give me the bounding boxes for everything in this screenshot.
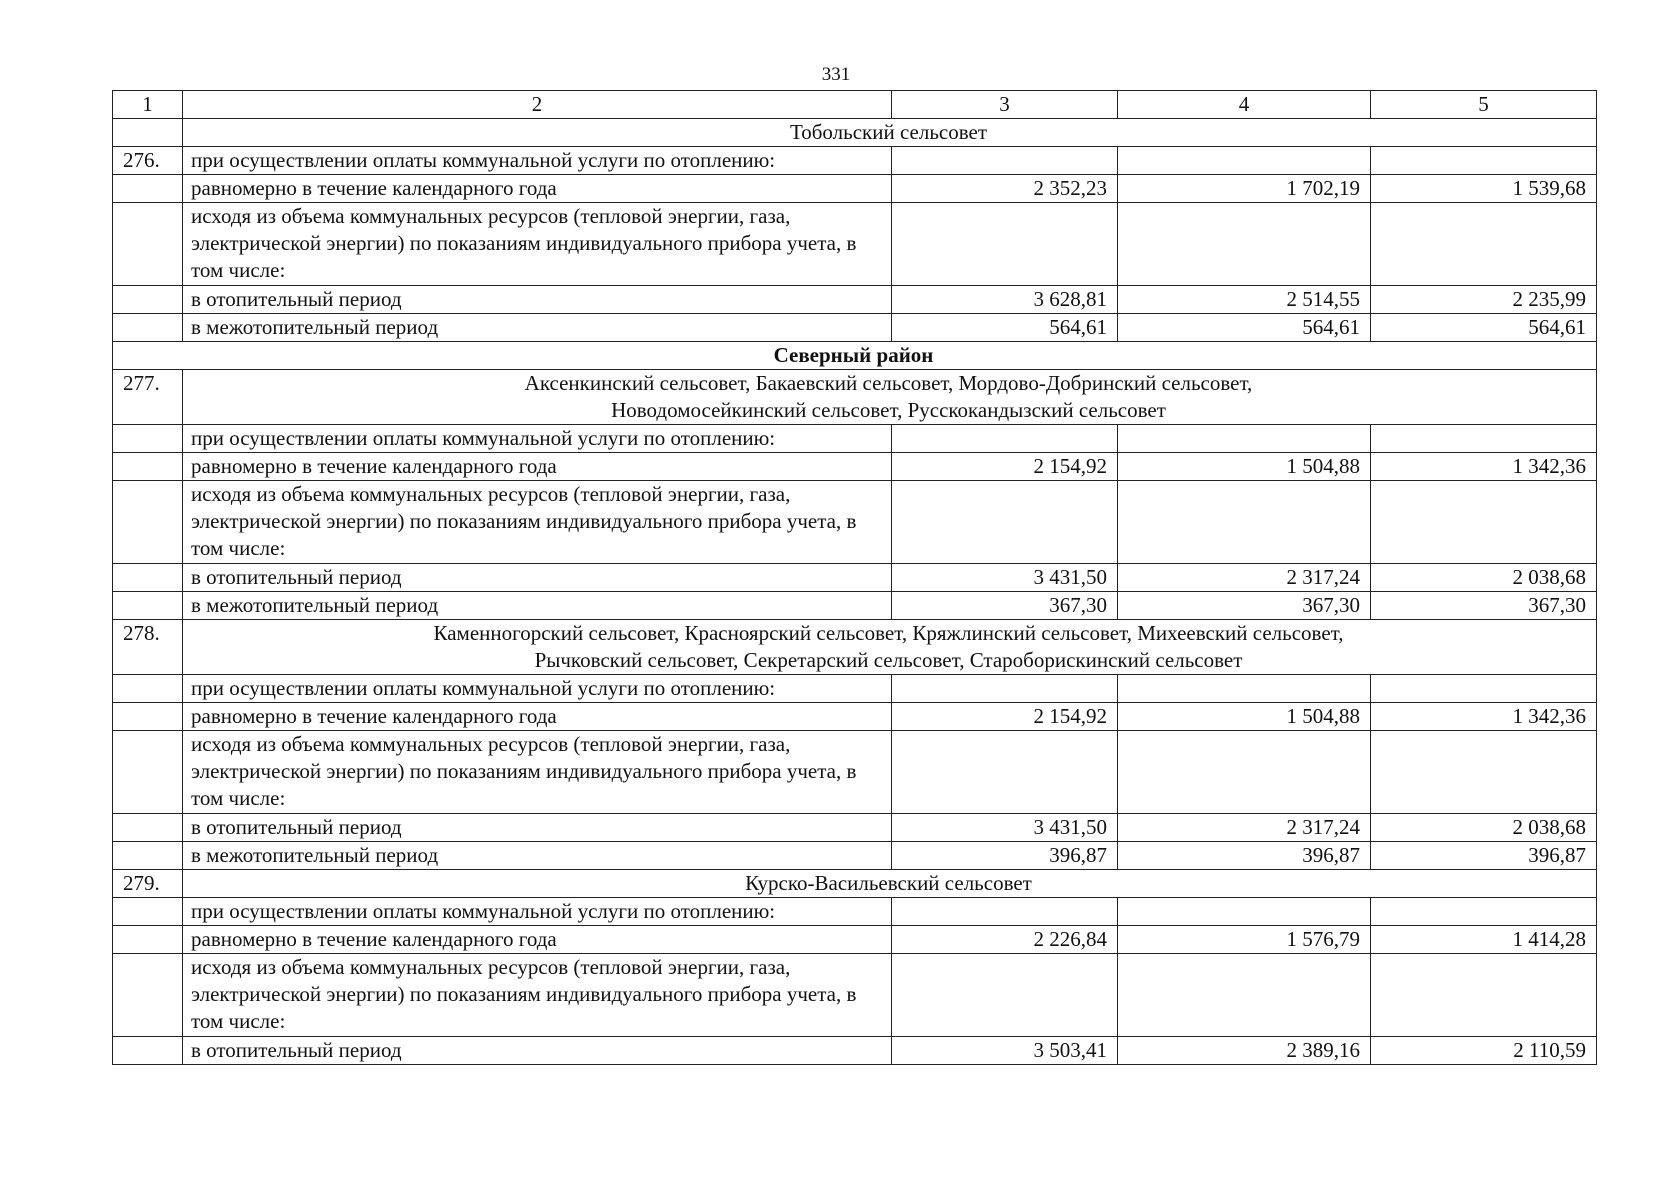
row-label: в межотопительный период [183,592,892,620]
table-row [113,954,1597,1037]
group-title-line: Рычковский сельсовет, Секретарский сельсовет, Староборискинский сельсовет [534,648,1243,672]
empty-cell [1118,481,1371,564]
table-row [113,453,1597,481]
group-title [183,370,1597,425]
value-cell: 2 389,16 [1118,1037,1371,1065]
empty-cell [113,119,183,147]
table-row [113,898,1597,926]
column-header: 1 [113,91,183,119]
value-cell: 2 352,23 [892,175,1118,203]
empty-cell [1371,731,1597,814]
group-row [113,870,1597,898]
row-label: при осуществлении оплаты коммунальной услуги по отоплению: [183,898,892,926]
row-label: в отопительный период [183,814,892,842]
empty-cell [113,592,183,620]
row-label: равномерно в течение календарного года [183,453,892,481]
empty-cell [892,675,1118,703]
empty-cell [113,954,183,1037]
empty-cell [1371,898,1597,926]
district-title: Северный район [113,342,1597,370]
empty-cell [892,731,1118,814]
row-index: 277. [113,370,183,425]
empty-cell [1118,898,1371,926]
column-header: 4 [1118,91,1371,119]
empty-cell [1118,954,1371,1037]
column-header: 5 [1371,91,1597,119]
empty-cell [113,203,183,286]
row-label: исходя из объема коммунальных ресурсов (тепловой энергии, газа, электрической энергии) по показаниям индивидуального прибора учета, в том числе: [183,731,892,814]
value-cell: 1 539,68 [1371,175,1597,203]
value-cell: 396,87 [1118,842,1371,870]
value-cell: 1 342,36 [1371,703,1597,731]
empty-cell [113,926,183,954]
value-cell: 2 514,55 [1118,286,1371,314]
table-row [113,592,1597,620]
row-label: при осуществлении оплаты коммунальной услуги по отоплению: [183,675,892,703]
value-cell: 1 504,88 [1118,703,1371,731]
group-row [113,370,1597,425]
group-row [113,620,1597,675]
table-row [113,481,1597,564]
value-cell: 2 038,68 [1371,814,1597,842]
value-cell: 367,30 [1371,592,1597,620]
table-row [113,286,1597,314]
empty-cell [113,286,183,314]
page-number: 331 [821,64,851,85]
column-header-row [113,91,1597,119]
row-label: исходя из объема коммунальных ресурсов (тепловой энергии, газа, электрической энергии) по показаниям индивидуального прибора учета, в том числе: [183,203,892,286]
value-cell: 3 431,50 [892,814,1118,842]
group-title [183,620,1597,675]
table-row [113,842,1597,870]
column-header: 3 [892,91,1118,119]
row-label: равномерно в течение календарного года [183,926,892,954]
row-label: при осуществлении оплаты коммунальной услуги по отоплению: [183,425,892,453]
row-label: равномерно в течение календарного года [183,703,892,731]
value-cell: 1 576,79 [1118,926,1371,954]
empty-cell [1371,954,1597,1037]
value-cell: 396,87 [892,842,1118,870]
section-row [113,119,1597,147]
value-cell: 1 342,36 [1371,453,1597,481]
section-title: Тобольский сельсовет [183,119,1597,147]
empty-cell [1118,203,1371,286]
value-cell: 1 504,88 [1118,453,1371,481]
row-index: 279. [113,870,183,898]
group-title-line: Новодомосейкинский сельсовет, Русскокандызский сельсовет [611,398,1166,422]
value-cell: 564,61 [1371,314,1597,342]
row-label: в отопительный период [183,564,892,592]
row-label: в межотопительный период [183,314,892,342]
empty-cell [113,314,183,342]
empty-cell [113,481,183,564]
table-row [113,147,1597,175]
empty-cell [892,425,1118,453]
value-cell: 2 110,59 [1371,1037,1597,1065]
row-index: 276. [113,147,183,175]
group-title-line: Каменногорский сельсовет, Красноярский сельсовет, Кряжлинский сельсовет, Михеевский сельсовет, [433,621,1344,645]
value-cell: 3 503,41 [892,1037,1118,1065]
empty-cell [892,954,1118,1037]
value-cell: 2 317,24 [1118,564,1371,592]
value-cell: 2 226,84 [892,926,1118,954]
row-label: в отопительный период [183,1037,892,1065]
empty-cell [892,147,1118,175]
value-cell: 564,61 [1118,314,1371,342]
empty-cell [1371,147,1597,175]
value-cell: 2 154,92 [892,703,1118,731]
table-row [113,926,1597,954]
row-label: равномерно в течение календарного года [183,175,892,203]
value-cell: 3 431,50 [892,564,1118,592]
row-label: в межотопительный период [183,842,892,870]
table-row [113,175,1597,203]
district-row [113,342,1597,370]
row-label: исходя из объема коммунальных ресурсов (тепловой энергии, газа, электрической энергии) по показаниям индивидуального прибора учета, в том числе: [183,481,892,564]
value-cell: 1 702,19 [1118,175,1371,203]
empty-cell [1371,675,1597,703]
empty-cell [1371,203,1597,286]
empty-cell [113,675,183,703]
empty-cell [113,703,183,731]
value-cell: 2 038,68 [1371,564,1597,592]
table-row [113,675,1597,703]
empty-cell [1118,731,1371,814]
empty-cell [113,731,183,814]
empty-cell [113,425,183,453]
group-title-line: Аксенкинский сельсовет, Бакаевский сельсовет, Мордово-Добринский сельсовет, [524,371,1253,395]
empty-cell [113,564,183,592]
value-cell: 3 628,81 [892,286,1118,314]
empty-cell [113,898,183,926]
empty-cell [113,175,183,203]
table-row [113,425,1597,453]
tariff-table [112,90,1597,1065]
group-title: Курско-Васильевский сельсовет [183,870,1597,898]
table-row [113,814,1597,842]
empty-cell [1118,425,1371,453]
empty-cell [1118,147,1371,175]
value-cell: 367,30 [892,592,1118,620]
value-cell: 367,30 [1118,592,1371,620]
value-cell: 2 235,99 [1371,286,1597,314]
row-index: 278. [113,620,183,675]
row-label: в отопительный период [183,286,892,314]
empty-cell [1118,675,1371,703]
empty-cell [1371,481,1597,564]
value-cell: 564,61 [892,314,1118,342]
table-row [113,731,1597,814]
table-row [113,1037,1597,1065]
table-row [113,564,1597,592]
row-label: при осуществлении оплаты коммунальной услуги по отоплению: [183,147,892,175]
row-label: исходя из объема коммунальных ресурсов (тепловой энергии, газа, электрической энергии) по показаниям индивидуального прибора учета, в том числе: [183,954,892,1037]
value-cell: 2 317,24 [1118,814,1371,842]
column-header: 2 [183,91,892,119]
table-row [113,203,1597,286]
empty-cell [113,453,183,481]
empty-cell [892,898,1118,926]
empty-cell [113,814,183,842]
empty-cell [1371,425,1597,453]
empty-cell [113,1037,183,1065]
empty-cell [892,481,1118,564]
empty-cell [113,842,183,870]
empty-cell [892,203,1118,286]
value-cell: 396,87 [1371,842,1597,870]
table-row [113,314,1597,342]
table-row [113,703,1597,731]
value-cell: 1 414,28 [1371,926,1597,954]
value-cell: 2 154,92 [892,453,1118,481]
